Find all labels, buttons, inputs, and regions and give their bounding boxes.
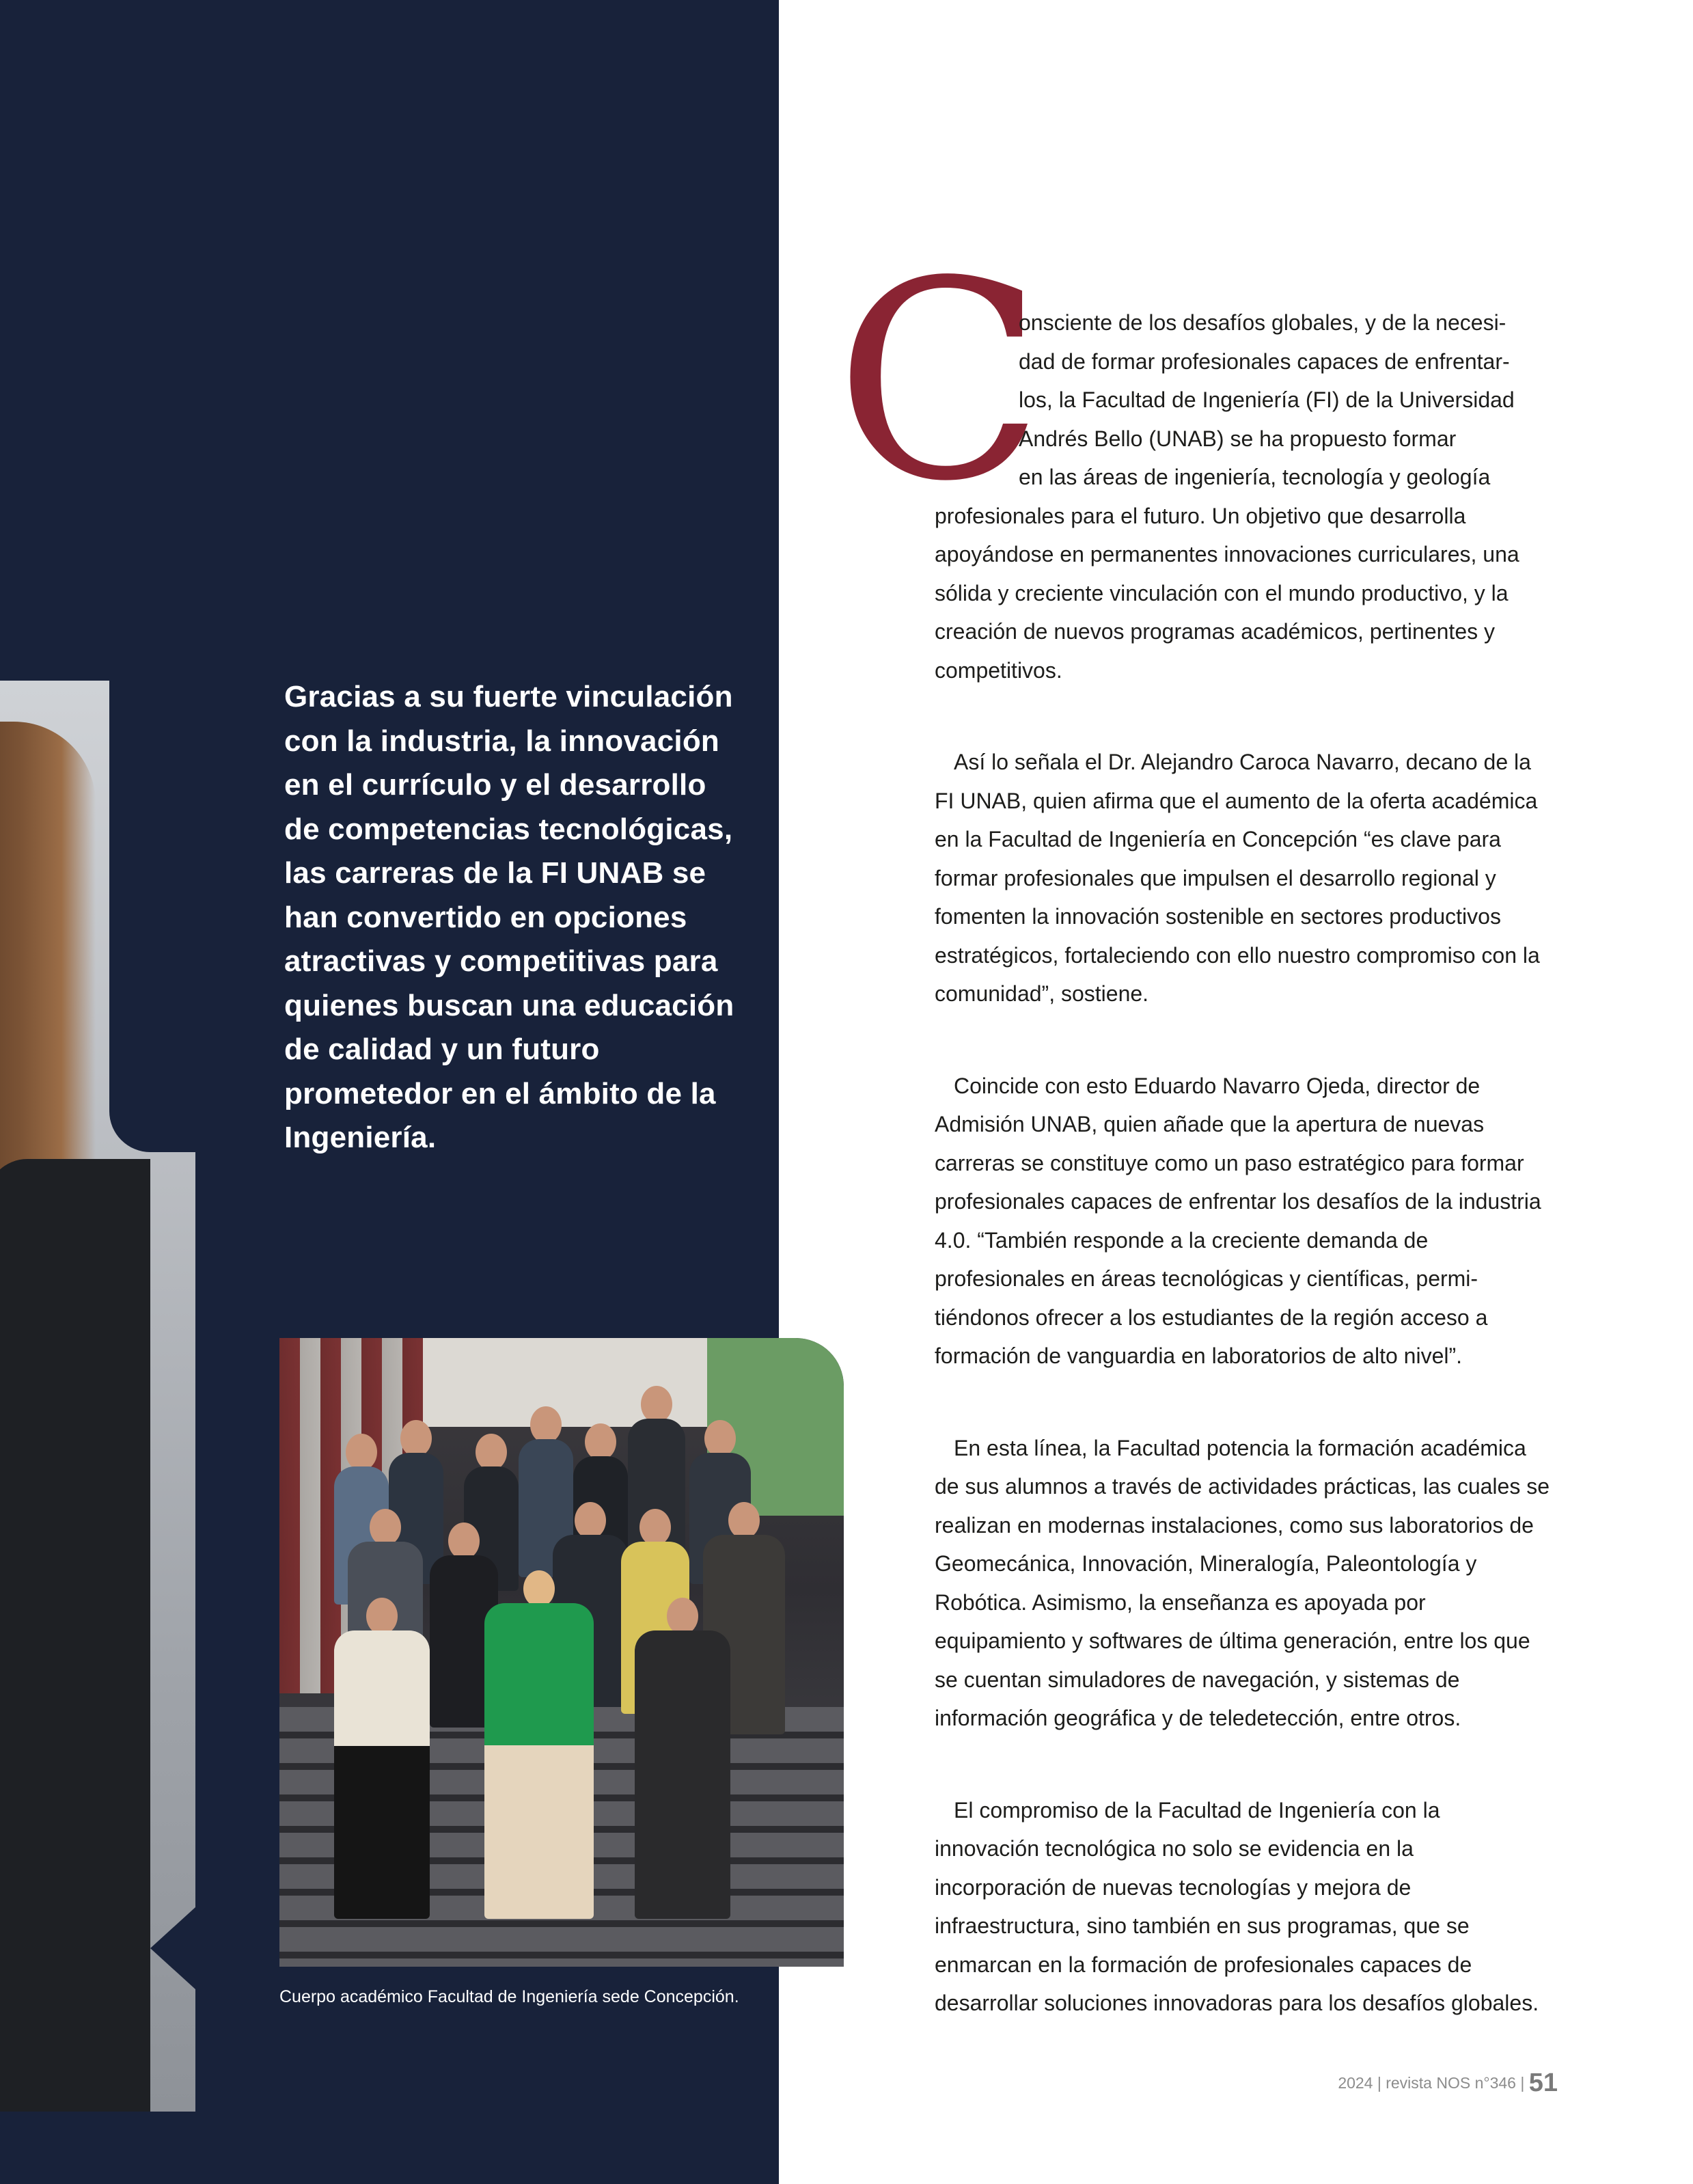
pull-quote: Gracias a su fuerte vinculación con la industria, la innovación en el currículo y el desarrollo de competencias tecnológicas, las carreras de la FI UNAB se han convertido en opciones atractivas y competitivas para quienes buscan una educación de calidad y un futuro prometedor en el ámbito de la Ingeniería. [284,680,734,1154]
portrait-jacket [0,1159,150,2112]
drop-cap: C [835,223,1045,541]
article-paragraph: Así lo señala el Dr. Alejandro Caroca Navarro, decano de la FI UNAB, quien afirma que el aumento de la oferta académica en la Facultad de Ingeniería en Concepción “es clave para formar profesionales que impulsen el desarrollo regional y fomenten la innovación sostenible en sectores productivos estratégicos, fortaleciendo con ello nuestro compromiso con la comunidad”, sostiene. [935,750,1540,1006]
photo-arrow-decoration [150,1907,195,1989]
intro-line: los, la Facultad de Ingeniería (FI) de la Universidad [1019,387,1515,412]
photo-notch-decoration [109,681,195,1152]
intro-line: en las áreas de ingeniería, tecnología y geología [1019,465,1491,489]
article-paragraph: Coincide con esto Eduardo Navarro Ojeda, director de Admisión UNAB, quien añade que la apertura de nuevas carreras se constituye como un paso estratégico para formar profesionales capaces de enfrentar los desafíos de la industria 4.0. “También responde a la creciente demanda de profesionales en áreas tecnológicas y científicas, permi-tiéndonos ofrecer a los estudiantes de la región acceso a formación de vanguardia en laboratorios de alto nivel”. [935,1073,1541,1368]
intro-rest: profesionales para el futuro. Un objetivo que desarrolla apoyándose en permanentes innovaciones curriculares, una sólida y creciente vinculación con el mundo productivo, y la creación de nuevos programas académicos, pertinentes y competitivos. [935,503,1519,683]
photo-caption: Cuerpo académico Facultad de Ingeniería sede Concepción. [279,1987,739,2006]
footer-text: 2024 | revista NOS n°346 | [1338,2074,1525,2092]
article-paragraph: En esta línea, la Facultad potencia la formación académica de sus alumnos a través de actividades prácticas, las cuales se realizan en modernas instalaciones, como sus laboratorios de Geomecánica, Innovación, Mineralogía, Paleontología y Robótica. Asimismo, la enseñanza es apoyada por equipamiento y softwares de última generación, entre los que se cuentan simuladores de navegación, y sistemas de información geográfica y de teledetección, entre otros. [935,1435,1550,1730]
article-paragraph: El compromiso de la Facultad de Ingeniería con la innovación tecnológica no solo se evidencia en la incorporación de nuevas tecnologías y mejora de infraestructura, sino también en sus programas, que se enmarcan en la formación de profesionales capaces de desarrollar soluciones innovadoras para los desafíos globales. [935,1797,1539,2015]
page-number: 51 [1528,2069,1558,2097]
page-footer [1319,2069,1558,2097]
article-body [935,303,1550,2076]
photo-person [484,1570,594,1919]
article-paragraph-intro [935,303,1550,690]
intro-line: onsciente de los desafíos globales, y de la necesi- [1019,310,1506,335]
group-photo [279,1338,844,1967]
portrait-photo-cropped [0,681,195,2112]
intro-line: Andrés Bello (UNAB) se ha propuesto formar [1019,426,1457,451]
intro-line: dad de formar profesionales capaces de enfrentar- [1019,349,1510,374]
photo-person [635,1598,730,1919]
photo-person [334,1598,430,1919]
